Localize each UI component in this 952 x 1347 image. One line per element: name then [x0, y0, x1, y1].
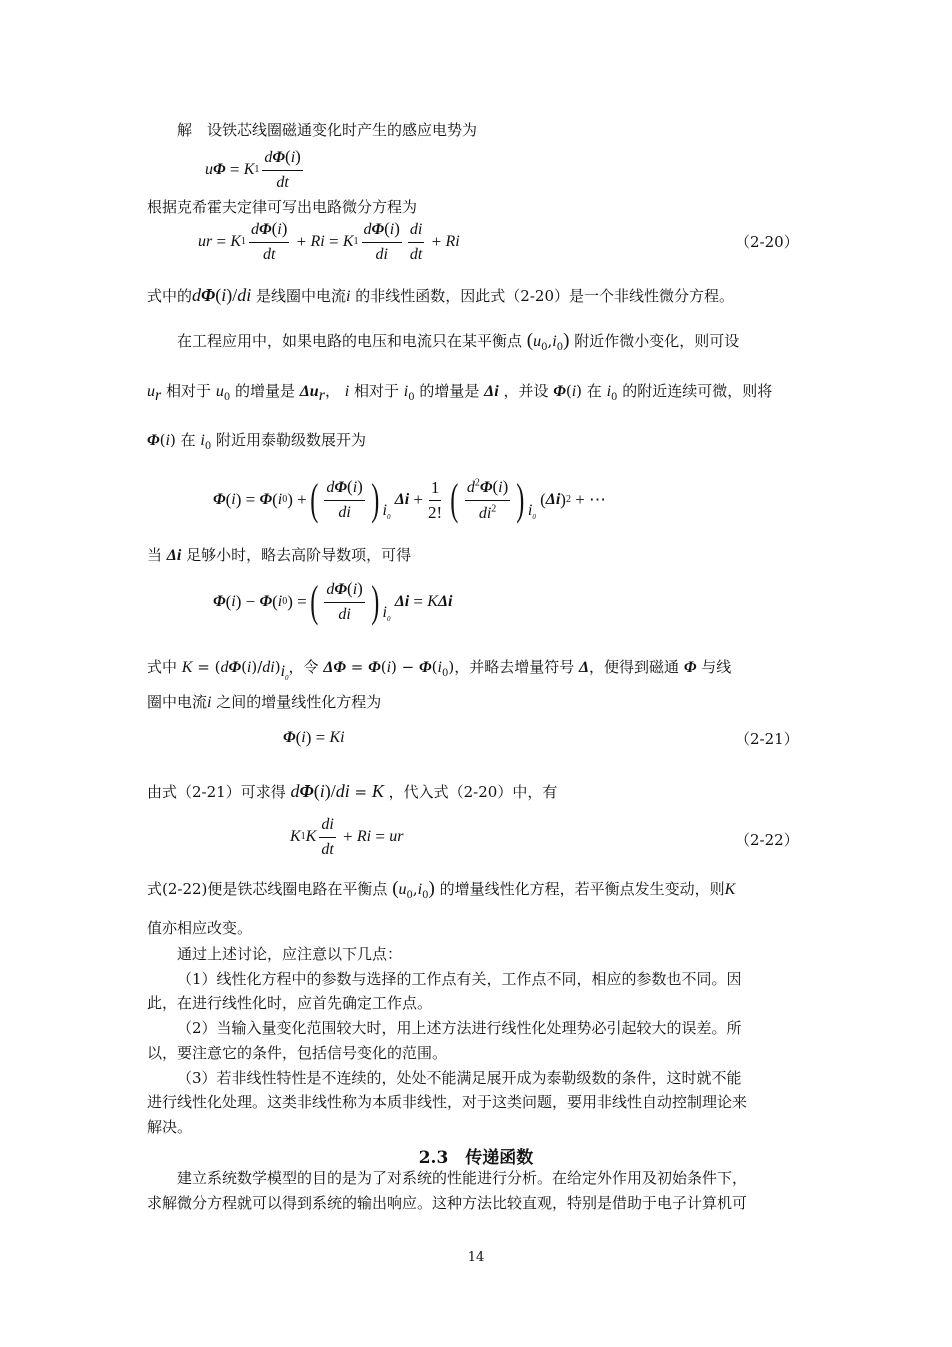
- text-p8d: ，便得到磁通: [589, 658, 680, 676]
- equation-2-21: Φ ( i ) = Ki: [283, 728, 345, 747]
- paragraph-taylor-intro: Φ(i) 在 $i_0$ 附近用泰勒级数展开为: [147, 431, 366, 452]
- paragraph-note-3-cont: [147, 1091, 809, 1113]
- text-p8a: 式中: [147, 658, 178, 676]
- text-p5g: 在: [586, 382, 602, 400]
- equation-2-22: K 1 K $\frac{di}{dt}$ + Ri = u r: [290, 815, 404, 858]
- equation-taylor-expansion: Φ ( i ) = Φ ( i 0 ) + ( $\frac{d\Phi(i)}{di}$ ) $_{i_0}$ Δi + $\frac{1}{2!}$ ( $\frac{d^2\Phi(i)}{di^2}$ ) $_{i_0}$ ( Δi ) 2 + ⋯: [213, 475, 607, 524]
- paragraph-note-1-cont: [147, 992, 809, 1014]
- text-p6a: 在: [180, 431, 196, 449]
- equation-induced-emf: u Φ = K 1 $\frac{d\Phi(i)}{dt}$: [205, 147, 301, 191]
- section-heading-transfer-function: 2.3 传递函数: [418, 1148, 534, 1168]
- text-p14b: 此，在进行线性化时，应首先确定工作点。: [147, 994, 433, 1012]
- text-p7b: 足够小时，略去高阶导数项，可得: [186, 546, 412, 564]
- paragraph-k-definition-cont: 圈中电流i 之间的增量线性化方程为: [147, 693, 382, 711]
- text-p17b: 求解微分方程就可以得到系统的输出响应。这种方法比较直观，特别是借助于电子计算机可: [147, 1194, 748, 1212]
- text-p11b: 的增量线性化方程，若平衡点发生变动，则: [439, 880, 725, 898]
- text-p3b: 是线圈中电流: [256, 287, 347, 305]
- text-p3c: 的非线性函数，因此式（2-20）是一个非线性微分方程。: [355, 287, 734, 305]
- paragraph-k-definition: 式中 $K = (d\Phi(i)/di)_{i_0}$，令 $\Delta\Phi = \Phi(i) - \Phi(i_0)$，并略去增量符号 Δ，便得到磁通 Φ 与线: [147, 658, 732, 683]
- equation-linear-approx: Φ ( i ) − Φ ( i 0 ) = ( $\frac{d\Phi(i)}{di}$ ) $_{i_0}$ Δi = K Δi: [213, 577, 453, 626]
- text-p16a: （3）若非线性特性是不连续的，处处不能满足展开成为泰勒级数的条件，这时就不能: [177, 1069, 742, 1087]
- paragraph-solution-intro: [177, 119, 839, 141]
- paragraph-transfer-intro-cont: [147, 1192, 809, 1214]
- paragraph-nonlinear-function: 式中的dΦ(i)/di 是线圈中电流i 的非线性函数，因此式（2-20）是一个非线性微分方程。: [147, 285, 734, 305]
- text-p13: 通过上述讨论，应注意以下几点：: [177, 945, 403, 963]
- text-p8c: ，并略去增量符号: [454, 658, 575, 676]
- text-p5d: 相对于: [353, 382, 399, 400]
- paragraph-note-3: [177, 1067, 809, 1089]
- equation-2-20: u r = K 1 $\frac{d\Phi(i)}{dt}$ + Ri = K 1 $\frac{d\Phi(i)}{di}$ $\frac{di}{dt}$ + Ri: [198, 219, 460, 263]
- paragraph-note-2-cont: [147, 1042, 809, 1064]
- text-p4a: 在工程应用中，如果电路的电压和电流只在某平衡点: [177, 332, 523, 350]
- text-p3a: 式中的: [147, 287, 193, 305]
- paragraph-2-22-summary: 式(2-22)便是铁芯线圈电路在平衡点 $(u_0,i_0)$ 的增量线性化方程，若平衡点发生变动，则K: [147, 878, 736, 901]
- text-p4b: 附近作微小变化，则可设: [574, 332, 740, 350]
- text-p8e: 与线: [701, 658, 732, 676]
- text-p11a: 式(2-22)便是铁芯线圈电路在平衡点: [147, 880, 388, 898]
- text-p16b: 进行线性化处理。这类非线性称为本质非线性，对于这类问题，要用非线性自动控制理论来: [147, 1093, 748, 1111]
- paragraph-notes-intro: [177, 943, 809, 965]
- paragraph-derivative-k: 由式（2-21）可求得 dΦ(i)/di = K ，代入式（2-20）中，有: [147, 781, 558, 801]
- text-p5h: 的附近连续可微，则将: [622, 382, 773, 400]
- text-p5f: ，并设: [503, 382, 549, 400]
- paragraph-engineering: 在工程应用中，如果电路的电压和电流只在某平衡点 $(u_0,i_0)$ 附近作微小变化，则可设: [177, 330, 740, 353]
- paragraph-transfer-intro: [177, 1167, 809, 1189]
- text-p10b: ，代入式（2-20）中，有: [388, 783, 558, 801]
- text-kirchhoff: 根据克希霍夫定律可写出电路微分方程为: [147, 198, 418, 216]
- text-p16c: 解决。: [147, 1118, 193, 1136]
- paragraph-note-2: [177, 1017, 809, 1039]
- text-p15b: 以，要注意它的条件，包括信号变化的范围。: [147, 1044, 448, 1062]
- text-p17a: 建立系统数学模型的目的是为了对系统的性能进行分析。在给定外作用及初始条件下，: [177, 1169, 748, 1187]
- paragraph-note-3-end: [147, 1116, 809, 1138]
- text-p7a: 当: [147, 546, 163, 564]
- paragraph-2-22-summary-cont: [147, 917, 809, 939]
- text-p5a: 相对于: [166, 382, 212, 400]
- equation-number-2-21: （2-21）: [735, 730, 799, 748]
- text-p14a: （1）线性化方程中的参数与选择的工作点有关，工作点不同，相应的参数也不同。因: [177, 970, 742, 988]
- text-p10a: 由式（2-21）可求得: [147, 783, 286, 801]
- text-p12: 值亦相应改变。: [147, 919, 253, 937]
- text-p9: 圈中电流: [147, 693, 208, 711]
- text-p8b: ，令: [288, 658, 319, 676]
- text-p6b: 附近用泰勒级数展开为: [215, 431, 366, 449]
- text-p5e: 的增量是: [419, 382, 480, 400]
- text-solution-intro: 解 设铁芯线圈磁通变化时产生的感应电势为: [177, 121, 478, 139]
- text-p5b: 的增量是: [234, 382, 295, 400]
- text-p15a: （2）当输入量变化范围较大时，用上述方法进行线性化处理势必引起较大的误差。所: [177, 1019, 742, 1037]
- page-number: 14: [467, 1250, 485, 1265]
- text-p5c: ，: [324, 382, 340, 400]
- equation-number-2-22: （2-22）: [735, 831, 799, 849]
- paragraph-increments: $u_r$ 相对于 $u_0$ 的增量是 $\Delta u_r$， i 相对于 $i_0$ 的增量是 Δi ，并设 Φ(i) 在 $i_0$ 的附近连续可微，则将: [147, 382, 773, 404]
- text-p9b: 之间的增量线性化方程为: [216, 693, 382, 711]
- equation-number-2-20: （2-20）: [735, 233, 799, 251]
- paragraph-note-1: [177, 968, 809, 990]
- paragraph-small-delta: 当 Δi 足够小时，略去高阶导数项，可得: [147, 546, 412, 564]
